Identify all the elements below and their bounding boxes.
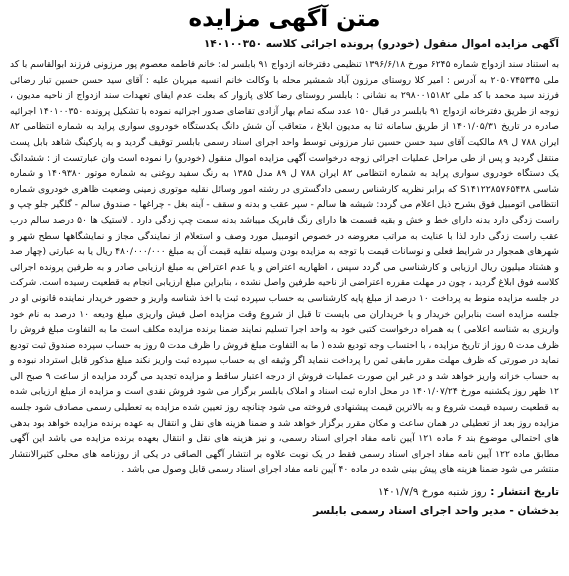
publish-date-value: روز شنبه مورخ ۱۴۰۱/۷/۹ xyxy=(377,486,487,499)
publish-date xyxy=(10,484,559,501)
issuing-office: بدخشان - مدیر واحد اجرای اسناد رسمی بابلسر xyxy=(313,505,559,518)
publish-date-label: تاریخ انتشار : xyxy=(490,486,559,499)
notice-subtitle: آگهی مزایده اموال منقول (خودرو) پرونده اجرائی کلاسه ۱۴۰۱۰۰۳۵۰ xyxy=(203,38,559,50)
notice-body: به استناد سند ازدواج شماره ۶۲۴۵ مورخ ۱۳۹۶/۶/۱۸ تنظیمی دفترخانه ازدواج ۹۱ بابلسر له: خانم فاطمه معصوم پور مرزونی فرزند ابوالقاسم با کد ملی ۲۰۵۰۷۴۵۳۴۵ به آدرس : امیر کلا روستای مرزون آباد شمشیر محله با وکالت خانم انسیه میربان علیه : آقای سید حسن حسین تبار رضائی فرزند سید محمد با کد ملی ۲۹۸۰۰۱۵۱۸۲ به نشانی : بابلسر روستای رضا کلای پازوار که بعلت عدم ایفای تعهدات سند ازدواج از ناحیه مدیون ، زوجه از طریق دفترخانه ازدواج ۹۱ بابلسر در قبال ۱۵۰ عدد سکه تمام بهار آزادی تقاضای صدور اجرائیه نموده با تشکیل پرونده ۱۴۰۱۰۰۳۵۰ اجرائیه صادره در تاریخ ۱۴۰۱/۰۵/۳۱ از طریق سامانه ثنا به مدیون ابلاغ ، متعاقب آن شش دانگ یکدستگاه خودروی سواری پراید به شماره انتظامی ۸۲ ایران ۷۸۸ ل ۸۹ مالکیت آقای سید حسن حسین تبار مرزونی توسط واحد اجرای اسناد رسمی بابلسر توقیف گردید و به پارکینگ شاهد بابل پست منتقل گردید و پس از طی مراحل عملیات اجرائی زوجه درخواست آگهی مزایده اموال منقول (خودرو) را نموده است وان عبارتست از : ششدانگ یک دستگاه خودروی سواری پراید به شماره انتظامی ۸۲ ایران ۷۸۸ ل ۸۹ مدل ۱۳۸۵ به رنگ سفید روغنی به شماره موتور ۱۴۰۹۳۸۰ و شماره شاسی S۱۴۱۲۲۸۵۷۶۵۴۳۸ که برابر نظریه کارشناس رسمی دادگستری در رشته امور وسائل نقلیه موتوری زمینی وضعیت ظاهری خودروی شماره انتظامی اتومبیل فوق بشرح ذیل اعلام می گردد: شیشه ها سالم - سپر عقب و بدنه و سقف - آینه بغل - چراغها - صندوق سالم - گلگیر جلو چپ و راست زدگی دارد بدنه دارای خط و خش و بقیه قسمت ها دارای رنگ فابریک میباشد بدنه سمت چپ زدگی دارد . لاستیک ها ۵۰ درصد سالم درب عقب راست زدگی دارد لذا با عنایت به مراتب معروضه در خصوص اتومبیل مورد وصف و استعلام از نمایندگی مجاز و نمایشگاهها سطح شهر و شهرهای همجوار در شرایط فعلی و نوسانات قیمت با توجه به مزایده بودن وسیله نقلیه قیمت آن به مبلغ ۴۸۰/۰۰۰/۰۰۰ ریال یا به عبارتی (چهار صد و هشتاد میلیون ریال ارزیابی و کارشناسی می گردد سپس ، اظهاریه اعتراض و یا عدم اعتراض به مبلغ ارزیابی صادر و به طرفین پرونده اجرائی کلاسه فوق ابلاغ گردید ، چون در مهلت مقرره اعتراضی از ناحیه طرفین واصل نشده ، بنابراین مبلغ ارزیابی انجام به قطعیت رسیده است. شرکت در جلسه مزایده منوط به پرداخت ۱۰ درصد از مبلغ پایه کارشناسی به حساب سپرده ثبت با اخذ شناسه واریز و حضور خریدار نماینده قانونی او در جلسه مزایده است بنابراین خریدار و یا خریداران می بایست تا قبل از شروع وقت مزایده اصل فیش واریزی مبلغ ودیعه ۱۰ درصد به نام خود واریزی به شناسه اعلامی ) به همراه درخواست کتبی خود به واحد اجرا تسلیم نمایند ضمنا برنده مزایده مکلف است ما به التفاوت مبلغ فروش را ظرف مدت ۵ روز از تاریخ مزایده ، با احتساب وجه تودیع شده ( ما به التفاوت مبلغ فروش را ظرف مدت ۵ روز به حساب سپرده صندوق ثبت تودیع نماید در صورتی که ظرف مهلت مقرر مابقی ثمن را پرداخت ننماید اگر وثیقه ای به حساب سپرده ثبت واریز نکند مبلغ مذکور قابل استرداد نبوده و به حساب خزانه واریز خواهد شد و در غیر این صورت عملیات فروش از درجه اعتبار ساقط و مزایده تجدید می گردد مزایده از ساعت ۹ صبح الی ۱۲ ظهر روز یکشنبه مورخ ۱۴۰۱/۰۷/۲۴ در محل اداره ثبت اسناد و املاک بابلسر برگزار می شود فروش نقدی است و مزایده از مبلغ ارزیابی شده به قطعیت رسیده قیمت شروع و به بالاترین قیمت پیشنهادی فروخته می شود چنانچه روز تعیین شده مزایده به تعطیلی رسمی مصادف شود جلسه مزایده روز بعد از تعطیلی در همان ساعت و مکان مقرر برگزار خواهد شد و ضمنا هزینه های نقل و انتقال به عهده برنده مزایده خواهد بود بدهی های احتمالی موضوع بند ۶ ماده ۱۲۱ آیین نامه مفاد اجرای اسناد رسمی، و نیز هزینه های نقل و انتقال بعهده برنده مزایده می باشد این آگهی مطابق ماده ۱۲۲ آیین نامه مفاد اجرای اسناد رسمی فقط در یک نوبت علاوه بر انتشار آگهی الصاقی در یکی از روزنامه های محلی کثیرالانتشار منتشر می شود ضمنا هزینه های پیش بینی شده در ماده ۴۰ آیین نامه مفاد اجرای اسناد رسمی قابل وصول می باشد . xyxy=(10,59,560,476)
notice-title: متن آگهی مزایده xyxy=(188,6,381,32)
